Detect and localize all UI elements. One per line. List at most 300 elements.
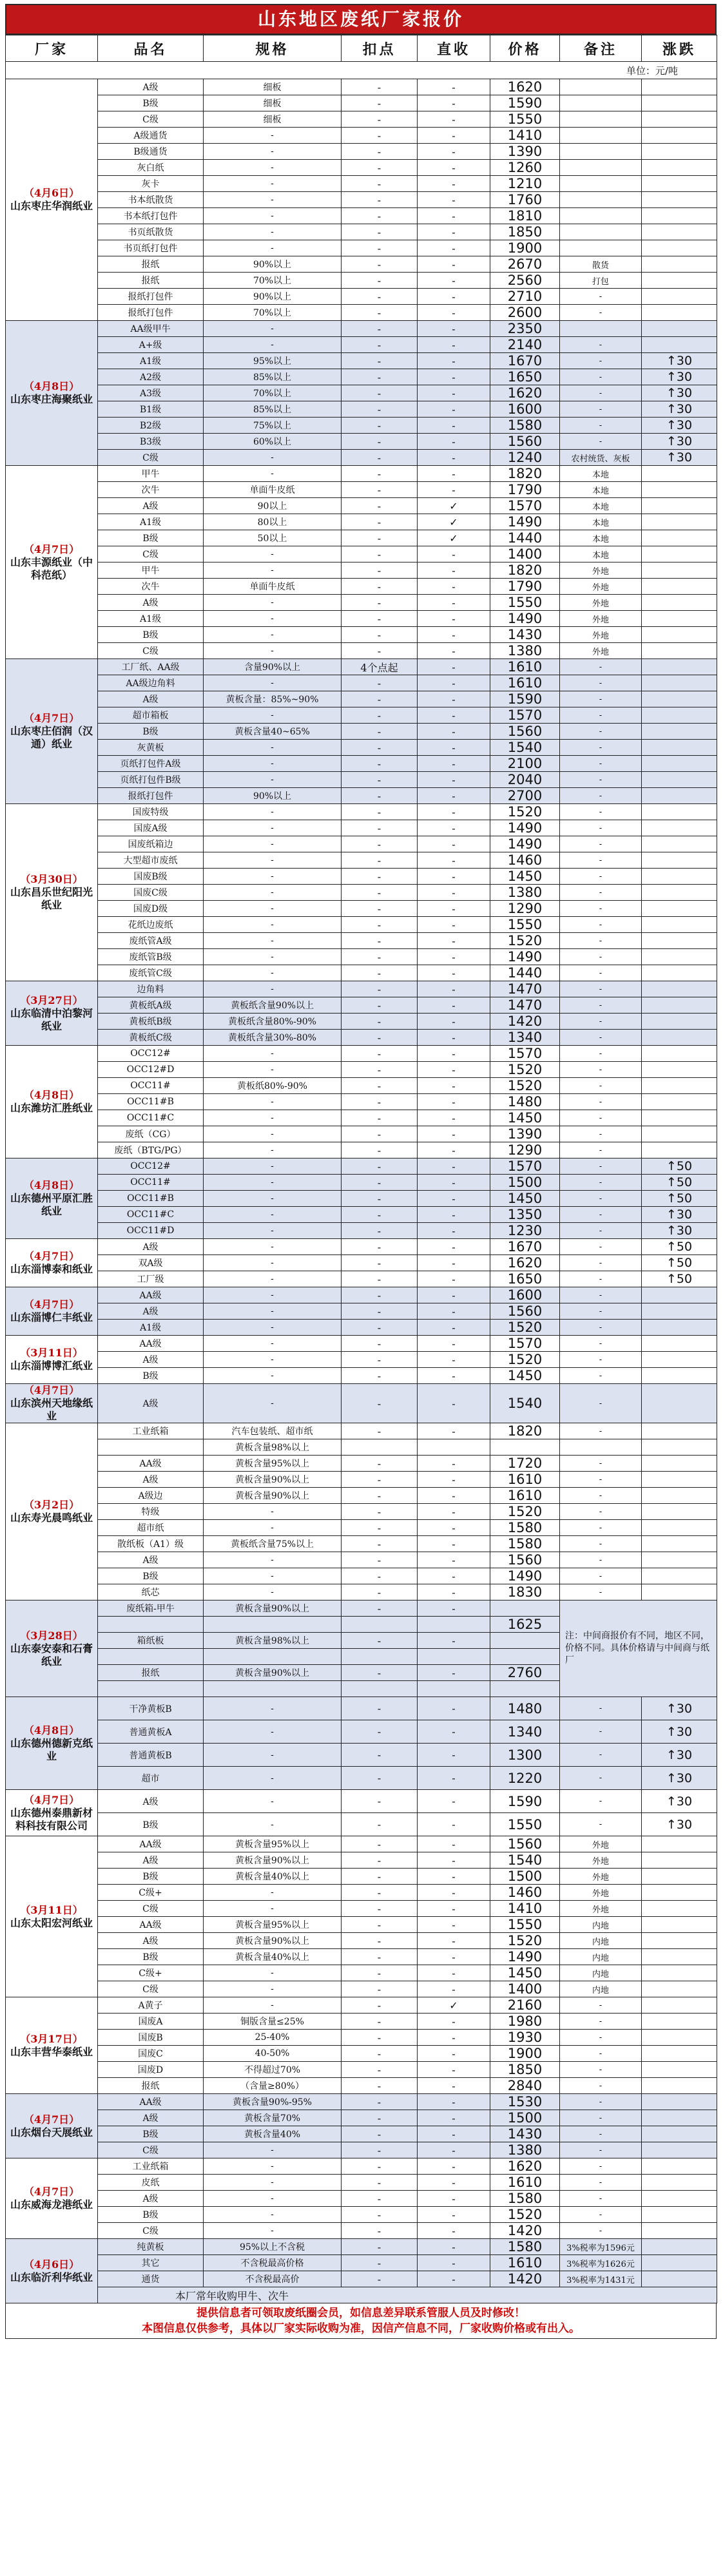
- table-row: [6, 772, 717, 788]
- grade-cell: 工厂纸、AA级: [98, 659, 204, 675]
- deduct-cell: -: [342, 192, 418, 208]
- change-cell: [642, 514, 717, 530]
- table-row: [6, 1423, 717, 1439]
- direct-cell: -: [418, 482, 490, 498]
- price-cell: 1290: [490, 901, 560, 917]
- change-cell: [642, 659, 717, 675]
- change-cell: [642, 1852, 717, 1869]
- table-row: [6, 691, 717, 707]
- price-cell: 1450: [490, 1110, 560, 1126]
- price-cell: 1850: [490, 2062, 560, 2078]
- note-cell: -: [560, 788, 642, 804]
- direct-cell: -: [418, 1271, 490, 1287]
- spec-cell: [204, 1681, 342, 1697]
- deduct-cell: -: [342, 2030, 418, 2046]
- direct-cell: -: [418, 2062, 490, 2078]
- table-row: [6, 2158, 717, 2175]
- spec-cell: 黄板含量90%以上: [204, 1665, 342, 1681]
- col-header-change: 涨跌: [642, 35, 717, 62]
- price-cell: 1650: [490, 369, 560, 385]
- change-cell: [642, 627, 717, 643]
- direct-cell: -: [418, 1094, 490, 1110]
- mill-cell: [6, 1836, 98, 1997]
- grade-cell: OCC12#: [98, 1046, 204, 1062]
- note-cell: -: [560, 1014, 642, 1030]
- spec-cell: -: [204, 1142, 342, 1158]
- table-row: [6, 1472, 717, 1488]
- price-cell: 1520: [490, 1320, 560, 1336]
- price-cell: 1490: [490, 1568, 560, 1584]
- direct-cell: -: [418, 1852, 490, 1869]
- merged-note-cell: 注：中间商报价有不同，地区不同，价格不同。具体价格请与中间商与纸厂: [560, 1600, 717, 1697]
- note-cell: -: [560, 707, 642, 724]
- grade-cell: 报纸打包件: [98, 305, 204, 321]
- note-cell: -: [560, 337, 642, 353]
- table-row: [6, 2239, 717, 2255]
- change-cell: [642, 498, 717, 514]
- table-row: [6, 1126, 717, 1142]
- price-cell: 1570: [490, 498, 560, 514]
- price-cell: 1210: [490, 176, 560, 192]
- deduct-cell: -: [342, 1981, 418, 1997]
- change-cell: [642, 256, 717, 273]
- deduct-cell: -: [342, 933, 418, 949]
- note-cell: -: [560, 1584, 642, 1600]
- deduct-cell: -: [342, 1472, 418, 1488]
- spec-cell: -: [204, 820, 342, 836]
- change-cell: [642, 691, 717, 707]
- direct-cell: -: [418, 1720, 490, 1744]
- change-cell: [642, 2255, 717, 2271]
- mill-cell: [6, 321, 98, 466]
- direct-cell: -: [418, 1933, 490, 1949]
- note-cell: 内地: [560, 1981, 642, 1997]
- grade-cell: B1级: [98, 401, 204, 418]
- spec-cell: 细板: [204, 111, 342, 128]
- change-cell: [642, 836, 717, 852]
- direct-cell: -: [418, 2030, 490, 2046]
- spec-cell: 黄板纸含量75%以上: [204, 1536, 342, 1552]
- direct-cell: -: [418, 1336, 490, 1352]
- spec-cell: -: [204, 2207, 342, 2223]
- change-cell: ↑30: [642, 1767, 717, 1790]
- table-row: [6, 804, 717, 820]
- note-cell: -: [560, 997, 642, 1014]
- direct-cell: -: [418, 176, 490, 192]
- mill-name: 山东淄博泰和纸业: [10, 1263, 93, 1275]
- note-cell: [560, 95, 642, 111]
- change-cell: [642, 1014, 717, 1030]
- direct-cell: -: [418, 1790, 490, 1813]
- deduct-cell: -: [342, 2126, 418, 2142]
- spec-cell: 黄板含量40%以上: [204, 1949, 342, 1965]
- deduct-cell: -: [342, 595, 418, 611]
- change-cell: [642, 1384, 717, 1423]
- change-cell: ↑30: [642, 1720, 717, 1744]
- table-row: [6, 917, 717, 933]
- deduct-cell: -: [342, 1046, 418, 1062]
- change-cell: [642, 1142, 717, 1158]
- direct-cell: -: [418, 95, 490, 111]
- table-row: [6, 2046, 717, 2062]
- spec-cell: -: [204, 160, 342, 176]
- spec-cell: 汽车包装纸、超市纸: [204, 1423, 342, 1439]
- direct-cell: -: [418, 418, 490, 434]
- price-cell: 1520: [490, 933, 560, 949]
- mill-name: 山东威海龙港纸业: [10, 2198, 93, 2211]
- table-row: [6, 1303, 717, 1320]
- change-cell: [642, 1439, 717, 1456]
- direct-cell: -: [418, 466, 490, 482]
- change-cell: ↑50: [642, 1239, 717, 1255]
- note-cell: -: [560, 2191, 642, 2207]
- grade-cell: AA级: [98, 1917, 204, 1933]
- note-cell: 3%税率为1626元: [560, 2255, 642, 2271]
- spec-cell: -: [204, 885, 342, 901]
- change-cell: [642, 2142, 717, 2158]
- direct-cell: -: [418, 901, 490, 917]
- grade-cell: A级: [98, 2191, 204, 2207]
- grade-cell: A级: [98, 691, 204, 707]
- note-cell: -: [560, 1175, 642, 1191]
- spec-cell: -: [204, 981, 342, 997]
- grade-cell: 超市: [98, 1767, 204, 1790]
- grade-cell: OCC11#: [98, 1175, 204, 1191]
- spec-cell: 70%以上: [204, 385, 342, 401]
- change-cell: [642, 208, 717, 224]
- change-cell: [642, 2094, 717, 2110]
- direct-cell: -: [418, 869, 490, 885]
- grade-cell: 报纸: [98, 256, 204, 273]
- grade-cell: A级: [98, 595, 204, 611]
- change-cell: [642, 675, 717, 691]
- spec-cell: -: [204, 208, 342, 224]
- note-cell: -: [560, 1472, 642, 1488]
- grade-cell: C级: [98, 2223, 204, 2239]
- deduct-cell: -: [342, 144, 418, 160]
- table-row: [6, 788, 717, 804]
- deduct-cell: -: [342, 965, 418, 981]
- change-cell: [642, 466, 717, 482]
- grade-cell: 国废B级: [98, 869, 204, 885]
- price-cell: 2350: [490, 321, 560, 337]
- direct-cell: -: [418, 1175, 490, 1191]
- deduct-cell: -: [342, 788, 418, 804]
- change-cell: [642, 1303, 717, 1320]
- table-row: [6, 2175, 717, 2191]
- price-cell: 1390: [490, 144, 560, 160]
- spec-cell: 黄板含量90%以上: [204, 1933, 342, 1949]
- spec-cell: -: [204, 611, 342, 627]
- direct-cell: -: [418, 691, 490, 707]
- col-header-direct: 直收: [418, 35, 490, 62]
- note-cell: -: [560, 1287, 642, 1303]
- direct-cell: -: [418, 981, 490, 997]
- spec-cell: -: [204, 240, 342, 256]
- grade-cell: A1级: [98, 353, 204, 369]
- change-cell: [642, 1568, 717, 1584]
- direct-cell: -: [418, 772, 490, 788]
- note-cell: -: [560, 1062, 642, 1078]
- price-cell: 1420: [490, 2223, 560, 2239]
- change-cell: [642, 933, 717, 949]
- quote-date: （3月30日）: [20, 873, 83, 885]
- table-row: [6, 353, 717, 369]
- col-header-price: 价格: [490, 35, 560, 62]
- deduct-cell: -: [342, 917, 418, 933]
- change-cell: [642, 1094, 717, 1110]
- table-row: [6, 1965, 717, 1981]
- deduct-cell: -: [342, 1767, 418, 1790]
- deduct-cell: -: [342, 836, 418, 852]
- spec-cell: -: [204, 1320, 342, 1336]
- grade-cell: A级: [98, 1303, 204, 1320]
- spec-cell: -: [204, 321, 342, 337]
- note-cell: -: [560, 1568, 642, 1584]
- grade-cell: [98, 1681, 204, 1697]
- direct-cell: -: [418, 1520, 490, 1536]
- quote-date: （3月17日）: [20, 2032, 83, 2045]
- price-cell: 1570: [490, 707, 560, 724]
- note-cell: [560, 240, 642, 256]
- price-cell: 1520: [490, 1504, 560, 1520]
- direct-cell: -: [418, 1456, 490, 1472]
- deduct-cell: -: [342, 208, 418, 224]
- spec-cell: -: [204, 1552, 342, 1568]
- mill-name: 山东丰源纸业（中科范纸）: [10, 555, 93, 581]
- price-cell: 1610: [490, 675, 560, 691]
- note-cell: [560, 176, 642, 192]
- spec-cell: -: [204, 1191, 342, 1207]
- direct-cell: -: [418, 2094, 490, 2110]
- col-header-note: 备注: [560, 35, 642, 62]
- change-cell: [642, 1536, 717, 1552]
- remark-cell: 本厂常年收购甲牛、次牛: [98, 2287, 717, 2303]
- price-cell: 1410: [490, 128, 560, 144]
- quote-date: （3月28日）: [20, 1629, 83, 1642]
- table-row: [6, 498, 717, 514]
- deduct-cell: -: [342, 2158, 418, 2175]
- spec-cell: 黄板含量90%以上: [204, 1472, 342, 1488]
- direct-cell: -: [418, 933, 490, 949]
- change-cell: [642, 965, 717, 981]
- deduct-cell: -: [342, 530, 418, 546]
- note-cell: -: [560, 1046, 642, 1062]
- table-row: [6, 128, 717, 144]
- spec-cell: 不含税最高价格: [204, 2255, 342, 2271]
- price-cell: 1390: [490, 1126, 560, 1142]
- table-row: [6, 256, 717, 273]
- grade-cell: B3级: [98, 434, 204, 450]
- table-row: [6, 450, 717, 466]
- table-row: [6, 192, 717, 208]
- note-cell: -: [560, 2223, 642, 2239]
- deduct-cell: -: [342, 643, 418, 659]
- direct-cell: -: [418, 1142, 490, 1158]
- direct-cell: -: [418, 675, 490, 691]
- table-row: [6, 2110, 717, 2126]
- deduct-cell: -: [342, 1813, 418, 1836]
- spec-cell: -: [204, 1997, 342, 2014]
- grade-cell: [98, 1439, 204, 1456]
- price-cell: 1230: [490, 1223, 560, 1239]
- price-cell: 2160: [490, 1997, 560, 2014]
- grade-cell: 报纸打包件: [98, 289, 204, 305]
- spec-cell: 85%以上: [204, 401, 342, 418]
- grade-cell: A级通货: [98, 128, 204, 144]
- mill-cell: [6, 466, 98, 659]
- grade-cell: AA级: [98, 2094, 204, 2110]
- price-cell: 1610: [490, 1472, 560, 1488]
- direct-cell: -: [418, 1568, 490, 1584]
- change-cell: ↑30: [642, 1790, 717, 1813]
- direct-cell: -: [418, 804, 490, 820]
- table-row: [6, 1175, 717, 1191]
- spec-cell: 细板: [204, 79, 342, 95]
- grade-cell: OCC12#: [98, 1158, 204, 1175]
- table-row: [6, 659, 717, 675]
- spec-cell: -: [204, 466, 342, 482]
- grade-cell: B2级: [98, 418, 204, 434]
- price-cell: 1625: [490, 1617, 560, 1633]
- price-cell: 2560: [490, 273, 560, 289]
- direct-cell: -: [418, 885, 490, 901]
- change-cell: [642, 1488, 717, 1504]
- spec-cell: -: [204, 224, 342, 240]
- table-row: [6, 1352, 717, 1368]
- change-cell: [642, 2014, 717, 2030]
- grade-cell: A级: [98, 1852, 204, 1869]
- direct-cell: -: [418, 144, 490, 160]
- spec-cell: 不含税最高价: [204, 2271, 342, 2287]
- note-cell: -: [560, 2126, 642, 2142]
- spec-cell: 95%以上: [204, 353, 342, 369]
- spec-cell: -: [204, 144, 342, 160]
- quote-date: （4月7日）: [23, 543, 80, 555]
- deduct-cell: -: [342, 949, 418, 965]
- grade-cell: 废纸管C级: [98, 965, 204, 981]
- note-cell: -: [560, 1368, 642, 1384]
- grade-cell: AA级甲牛: [98, 321, 204, 337]
- price-cell: 1520: [490, 2207, 560, 2223]
- price-cell: 1340: [490, 1030, 560, 1046]
- deduct-cell: -: [342, 852, 418, 869]
- price-rows: [6, 79, 717, 2303]
- change-cell: [642, 1836, 717, 1852]
- footer-line-2: 本图信息仅供参考，具体以厂家实际收购为准，因信产信息不同，厂家收购价格或有出入。: [142, 2322, 580, 2335]
- note-cell: 本地: [560, 466, 642, 482]
- deduct-cell: -: [342, 1303, 418, 1320]
- table-row: [6, 1552, 717, 1568]
- price-cell: 1610: [490, 659, 560, 675]
- change-cell: [642, 981, 717, 997]
- deduct-cell: -: [342, 418, 418, 434]
- spec-cell: -: [204, 1790, 342, 1813]
- note-cell: -: [560, 353, 642, 369]
- direct-cell: -: [418, 434, 490, 450]
- grade-cell: A级: [98, 498, 204, 514]
- price-cell: 1520: [490, 804, 560, 820]
- change-cell: [642, 530, 717, 546]
- grade-cell: B级: [98, 2207, 204, 2223]
- price-cell: 1620: [490, 2158, 560, 2175]
- note-cell: -: [560, 1520, 642, 1536]
- direct-cell: -: [418, 707, 490, 724]
- price-cell: [490, 1649, 560, 1665]
- change-cell: [642, 1336, 717, 1352]
- price-cell: 1500: [490, 1869, 560, 1885]
- price-cell: 1820: [490, 1423, 560, 1439]
- deduct-cell: -: [342, 1600, 418, 1617]
- direct-cell: -: [418, 1901, 490, 1917]
- grade-cell: 书本纸散货: [98, 192, 204, 208]
- table-row: [6, 579, 717, 595]
- change-cell: [642, 1933, 717, 1949]
- deduct-cell: -: [342, 2207, 418, 2223]
- spec-cell: -: [204, 1239, 342, 1255]
- spec-cell: -: [204, 852, 342, 869]
- deduct-cell: -: [342, 1142, 418, 1158]
- grade-cell: OCC11#: [98, 1078, 204, 1094]
- spec-cell: 90%以上: [204, 289, 342, 305]
- price-cell: 1290: [490, 1142, 560, 1158]
- deduct-cell: -: [342, 756, 418, 772]
- price-cell: 1380: [490, 2142, 560, 2158]
- table-row: [6, 1094, 717, 1110]
- spec-cell: 50以上: [204, 530, 342, 546]
- table-row: [6, 1504, 717, 1520]
- change-cell: ↑30: [642, 369, 717, 385]
- note-cell: -: [560, 2110, 642, 2126]
- grade-cell: A1级: [98, 514, 204, 530]
- table-row: [6, 2062, 717, 2078]
- grade-cell: 废纸箱-甲牛: [98, 1600, 204, 1617]
- note-cell: [560, 1439, 642, 1456]
- direct-cell: -: [418, 949, 490, 965]
- table-row: [6, 273, 717, 289]
- change-cell: ↑30: [642, 385, 717, 401]
- grade-cell: OCC11#C: [98, 1110, 204, 1126]
- change-cell: ↑50: [642, 1175, 717, 1191]
- mill-cell: [6, 2158, 98, 2239]
- grade-cell: A级: [98, 1790, 204, 1813]
- change-cell: [642, 111, 717, 128]
- deduct-cell: -: [342, 1885, 418, 1901]
- table-row: [6, 434, 717, 450]
- note-cell: 外地: [560, 579, 642, 595]
- table-row: [6, 1488, 717, 1504]
- spec-cell: 黄板含量95%以上: [204, 1456, 342, 1472]
- deduct-cell: -: [342, 1423, 418, 1439]
- grade-cell: C级+: [98, 1885, 204, 1901]
- grade-cell: A级: [98, 1384, 204, 1423]
- spec-cell: -: [204, 1504, 342, 1520]
- direct-cell: -: [418, 595, 490, 611]
- spec-cell: -: [204, 1303, 342, 1320]
- change-cell: [642, 595, 717, 611]
- direct-cell: -: [418, 2271, 490, 2287]
- grade-cell: 书页纸打包件: [98, 240, 204, 256]
- direct-cell: -: [418, 1352, 490, 1368]
- table-row: [6, 1536, 717, 1552]
- direct-cell: -: [418, 997, 490, 1014]
- direct-cell: -: [418, 369, 490, 385]
- deduct-cell: -: [342, 772, 418, 788]
- price-cell: 1560: [490, 1836, 560, 1852]
- change-cell: [642, 1584, 717, 1600]
- direct-cell: ✓: [418, 514, 490, 530]
- mill-name: 山东枣庄佰润（汉通）纸业: [10, 725, 93, 750]
